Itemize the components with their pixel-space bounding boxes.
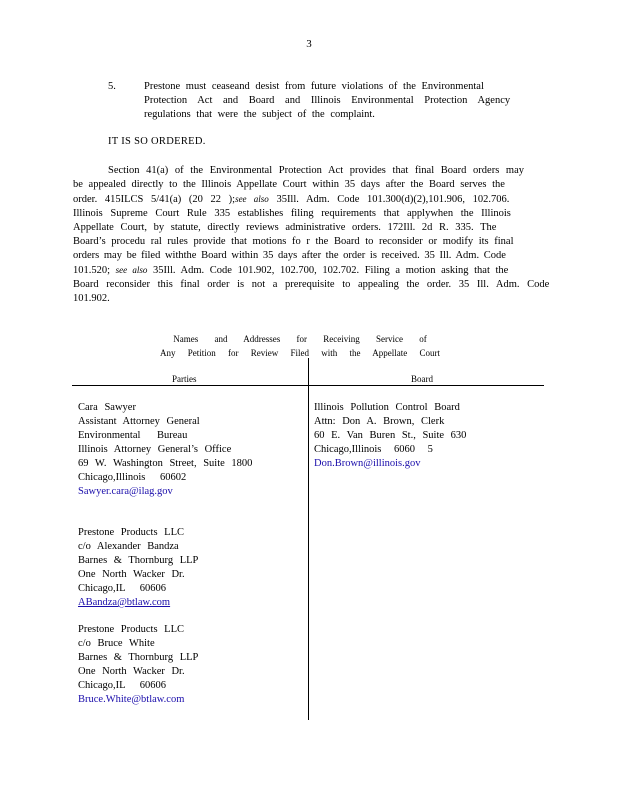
email-link[interactable]: ABandza@btlaw.com — [78, 597, 171, 608]
address-line: Assistant Attorney General — [78, 416, 200, 427]
email-link[interactable]: Don.Brown@illinois.gov — [314, 458, 421, 469]
address-line: 60 E. Van Buren St., Suite 630 — [314, 430, 467, 441]
address-line: Illinois Pollution Control Board — [314, 402, 460, 413]
board-block — [314, 401, 466, 471]
address-line: Prestone Products LLC — [78, 624, 184, 635]
email-link[interactable]: Sawyer.cara@ilag.gov — [78, 486, 173, 497]
party-block-white — [78, 623, 198, 707]
party-block-sawyer — [78, 401, 252, 499]
address-line: Chicago,Illinois 6060 5 — [314, 444, 433, 455]
address-line: Attn: Don A. Brown, Clerk — [314, 416, 445, 427]
address-line: Chicago,Illinois 60602 — [78, 472, 187, 483]
address-line: Chicago,IL 60606 — [78, 583, 167, 594]
paragraph-line: Board’s procedu ral rules provide that motions fo r the Board to reconsider or modify its final — [73, 236, 514, 247]
list-item-number: 5. — [108, 81, 116, 92]
address-line: One North Wacker Dr. — [78, 666, 185, 677]
address-line: Barnes & Thornburg LLP — [78, 555, 199, 566]
service-list-heading — [150, 332, 450, 360]
service-heading-line: Names and Addresses for Receiving Service of — [173, 334, 427, 344]
list-item-line: Prestone must ceaseand desist from future violations of the Environmental — [144, 81, 484, 92]
address-line: 69 W. Washington Street, Suite 1800 — [78, 458, 253, 469]
page-number: 3 — [306, 38, 312, 50]
paragraph-line — [73, 263, 533, 278]
address-line: Barnes & Thornburg LLP — [78, 652, 199, 663]
address-line: Illinois Attorney General’s Office — [78, 444, 232, 455]
see-also-signal: see also — [115, 265, 148, 275]
address-line: Chicago,IL 60606 — [78, 680, 167, 691]
citation-text: 35Ill. Adm. Code 101.300(d)(2),101.906, 102.706. — [268, 194, 510, 205]
address-line: c/o Alexander Bandza — [78, 541, 179, 552]
list-item-text — [144, 80, 511, 122]
order-statement: IT IS SO ORDERED. — [108, 136, 206, 147]
address-line: Environmental Bureau — [78, 430, 188, 441]
table-divider-vertical — [308, 358, 309, 720]
paragraph-line: Section 41(a) of the Environmental Protection Act provides that final Board orders may — [108, 165, 524, 176]
paragraph-line: 101.902. — [73, 293, 110, 304]
paragraph-line: Illinois Supreme Court Rule 335 establishes filing requirements that applywhen the Illinois — [73, 208, 511, 219]
email-link[interactable]: Bruce.White@btlaw.com — [78, 694, 185, 705]
column-header-board: Board — [411, 374, 433, 384]
paragraph-line: Board reconsider this final order is not a prerequisite to appealing the order. 35 Ill. Adm. Code — [73, 279, 550, 290]
paragraph-line: orders may be filed withthe Board within 35 days after the order is received. 35 Ill. Adm. Code — [73, 250, 506, 261]
address-line: One North Wacker Dr. — [78, 569, 185, 580]
paragraph-line: be appealed directly to the Illinois Appellate Court within 35 days after the Board serves the — [73, 179, 505, 190]
list-item-line: regulations that were the subject of the complaint. — [144, 109, 375, 120]
paragraph-line — [73, 192, 533, 207]
appeal-paragraph — [73, 164, 550, 306]
address-line: Cara Sawyer — [78, 402, 136, 413]
party-block-bandza — [78, 526, 198, 610]
paragraph-line: Appellate Court, by statute, directly reviews administrative orders. 172Ill. 2d R. 335. The — [73, 222, 497, 233]
service-heading-line: Any Petition for Review Filed with the Appellate Court — [160, 348, 440, 358]
address-line: Prestone Products LLC — [78, 527, 184, 538]
citation-text: order. 415ILCS 5/41(a) (20 22 ); — [73, 194, 236, 205]
citation-text: 35Ill. Adm. Code 101.902, 102.700, 102.702. Filing a motion asking that the — [147, 265, 509, 276]
column-header-parties: Parties — [172, 374, 197, 384]
list-item-line: Protection Act and Board and Illinois Environmental Protection Agency — [144, 95, 511, 106]
citation-text: 101.520; — [73, 265, 116, 276]
address-line: c/o Bruce White — [78, 638, 155, 649]
see-also-signal: see also — [235, 194, 269, 204]
